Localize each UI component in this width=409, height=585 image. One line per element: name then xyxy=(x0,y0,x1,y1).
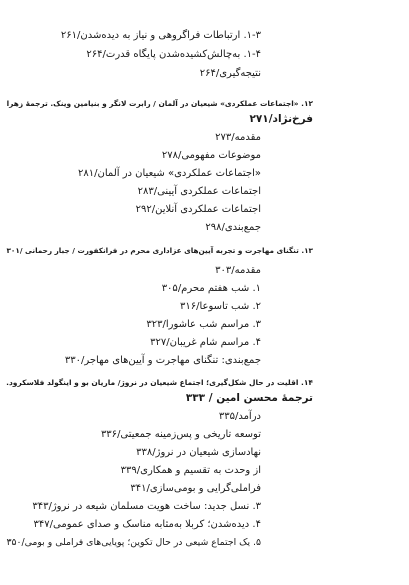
toc-entry: ۴. دیده‌شدن؛ کربلا به‌مثابه مناسک و صدای عمومی/۳۴۷ xyxy=(33,519,261,530)
toc-entry: اجتماعات عملکردی آنلاین/۲۹۲ xyxy=(135,204,261,215)
chapter-title-continued: فرخ‌نژاد/۲۷۱ xyxy=(249,113,313,125)
chapter-title: ۱۳. تنگنای مهاجرت و تجربه آیین‌های عزاداری محرم در فرانکفورت / جبار رحمانی /۳۰۱ xyxy=(6,246,313,255)
toc-entry: ۵. یک اجتماع شیعی در حال تکوین؛ پویایی‌های فراملی و بومی/۳۵۰ xyxy=(6,537,261,548)
toc-entry: مقدمه/۳۰۳ xyxy=(215,265,261,276)
toc-entry: ۳. نسل جدید: ساخت هویت مسلمان شیعه در نروژ/۳۴۳ xyxy=(32,501,261,512)
toc-entry: ۱-۴. به‌چالش‌کشیده‌شدن پایگاه قدرت/۲۶۴ xyxy=(86,49,261,60)
toc-entry: «اجتماعات عملکردی» شیعیان در آلمان/۲۸۱ xyxy=(78,168,261,179)
toc-entry: ۴. مراسم شام غریبان/۳۲۷ xyxy=(150,337,261,348)
toc-entry: جمع‌بندی: تنگنای مهاجرت و آیین‌های مهاجر/۳۳۰ xyxy=(64,355,261,366)
toc-entry: فراملی‌گرایی و بومی‌سازی/۳۴۱ xyxy=(130,483,261,494)
toc-entry: موضوعات مفهومی/۲۷۸ xyxy=(161,150,261,161)
toc-entry: جمع‌بندی/۲۹۸ xyxy=(205,222,261,233)
toc-entry: ۲. شب تاسوعا/۳۱۶ xyxy=(180,301,261,312)
chapter-title: ۱۲. «اجتماعات عملکردی» شیعیان در آلمان / رابرت لانگر و بنیامین وینک. ترجمهٔ زهرا xyxy=(6,99,313,108)
toc-entry: از وحدت به تقسیم و همکاری/۳۳۹ xyxy=(120,465,261,476)
toc-entry: اجتماعات عملکردی آیینی/۲۸۳ xyxy=(137,186,261,197)
toc-entry: مقدمه/۲۷۳ xyxy=(215,132,261,143)
toc-entry: نتیجه‌گیری/۲۶۴ xyxy=(199,68,261,79)
chapter-title-continued: ترجمهٔ محسن امین / ۳۳۳ xyxy=(185,392,313,404)
toc-entry: توسعه تاریخی و پس‌زمینه جمعیتی/۳۳۶ xyxy=(100,429,261,440)
toc-entry: ۱. شب هفتم محرم/۳۰۵ xyxy=(161,283,261,294)
toc-entry: ۱-۳. ارتباطات فراگروهی و نیاز به دیده‌شدن/۲۶۱ xyxy=(60,30,261,41)
toc-entry: ۳. مراسم شب عاشورا/۳۲۳ xyxy=(146,319,261,330)
chapter-title: ۱۴. اقلیت در حال شکل‌گیری؛ اجتماع شیعیان در نروژ/ ماریان بو و اینگولد فلاسکرود. xyxy=(6,378,313,387)
toc-entry: نهادسازی شیعیان در نروژ/۳۳۸ xyxy=(136,447,261,458)
toc-entry: درآمد/۳۳۵ xyxy=(218,411,261,422)
